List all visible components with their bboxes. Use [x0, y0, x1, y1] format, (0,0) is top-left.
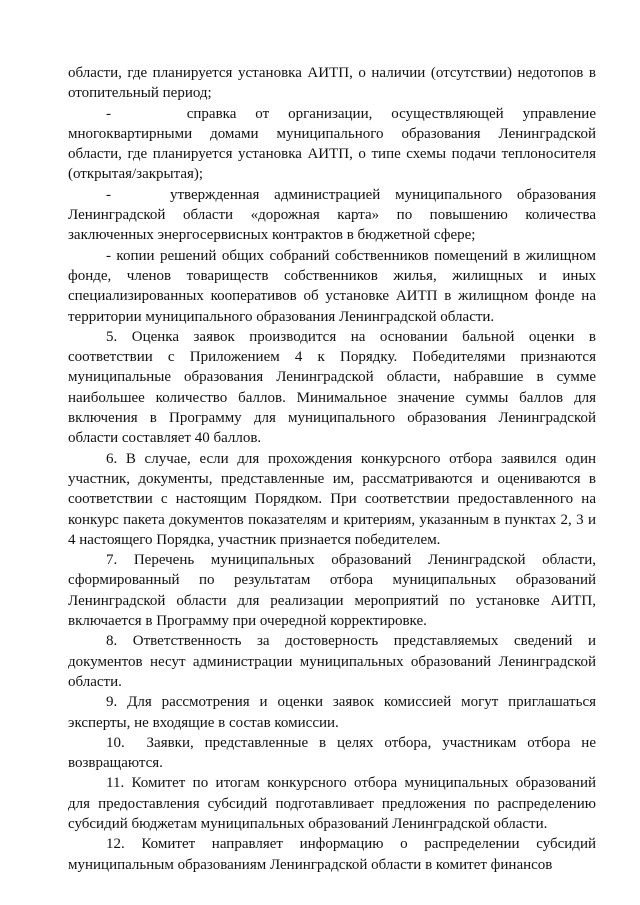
paragraph-continuation: области, где планируется установка АИТП, о наличии (отсутствии) недотопов в отопительный период;: [68, 65, 596, 102]
paragraph-item-10: 10. Заявки, представленные в целях отбора, участникам отбора не возвращаются.: [68, 734, 596, 772]
paragraph-item-8: 8. Ответственность за достоверность представляемых сведений и документов несут администрации муниципальных образований Ленинградской области.: [68, 633, 596, 690]
document-page: [68, 63, 596, 875]
paragraph-bullet-meeting-decisions: - копии решений общих собраний собственников помещений в жилищном фонде, членов товариществ собственников жилья, жилищных и иных специализированных кооперативов об установке АИТП в жилищном фонде на территории муниципального образования Ленинградской области.: [68, 247, 596, 325]
paragraph-bullet-roadmap: - утвержденная администрацией муниципального образования Ленинградской области «дорожная карта» по повышению количества заключенных энергосервисных контрактов в бюджетной сфере;: [68, 186, 596, 244]
paragraph-item-11: 11. Комитет по итогам конкурсного отбора муниципальных образований для предоставления субсидий подготавливает предложения по распределению субсидий бюджетам муниципальных образований Ленинградской области.: [68, 775, 596, 832]
paragraph-bullet-management-certificate: - справка от организации, осуществляющей управление многоквартирными домами муниципального образования Ленинградской области, где планируется установка АИТП, о типе схемы подачи теплоносителя (открытая/закрытая);: [68, 105, 596, 183]
paragraph-item-5: 5. Оценка заявок производится на основании бальной оценки в соответствии с Приложением 4 к Порядку. Победителями признаются муниципальные образования Ленинградской области, набравшие в сумме наибольшее количество баллов. Минимальное значение суммы баллов для включения в Программу для муниципального образования Ленинградской области составляет 40 баллов.: [68, 328, 596, 447]
paragraph-item-9: 9. Для рассмотрения и оценки заявок комиссией могут приглашаться эксперты, не входящие в состав комиссии.: [68, 694, 596, 731]
paragraph-item-12: 12. Комитет направляет информацию о распределении субсидий муниципальным образованиям Ленинградской области в комитет финансов: [68, 836, 596, 873]
paragraph-item-6: 6. В случае, если для прохождения конкурсного отбора заявился один участник, документы, представленные им, рассматриваются и оцениваются в соответствии с настоящим Порядком. При соответствии предоставленного на конкурс пакета документов показателям и критериям, указанным в пунктах 2, 3 и 4 настоящего Порядка, участник признается победителем.: [68, 450, 596, 548]
paragraph-item-7: 7. Перечень муниципальных образований Ленинградской области, сформированный по результатам отбора муниципальных образований Ленинградской области для реализации мероприятий по установке АИТП, включается в Программу при очередной корректировке.: [68, 552, 596, 630]
